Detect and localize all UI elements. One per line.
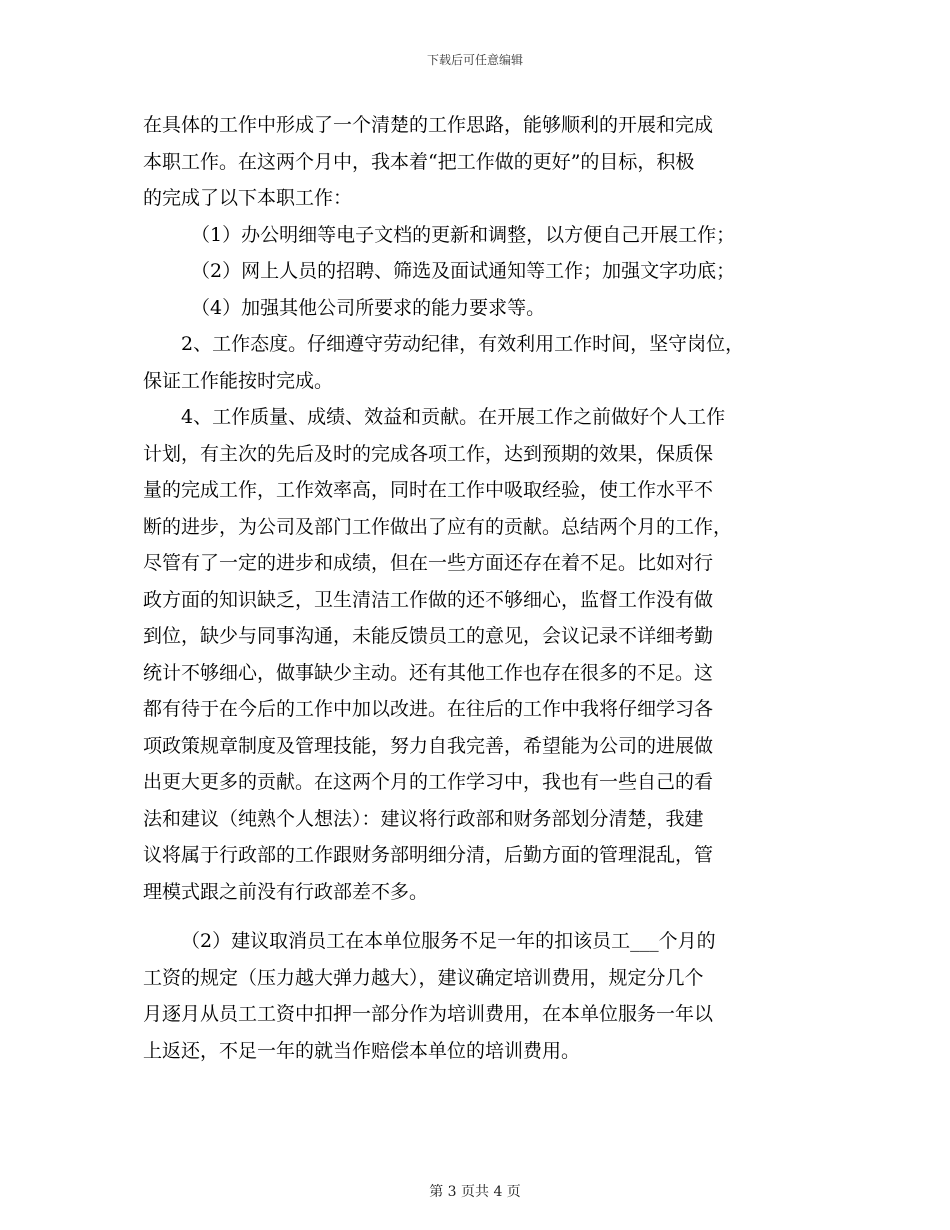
body-line: 在具体的工作中形成了一个清楚的工作思路，能够顺利的开展和完成 (143, 114, 714, 136)
body-line: 尽管有了一定的进步和成绩，但在一些方面还存在着不足。比如对行 (143, 552, 714, 574)
paragraph-start: 4、工作质量、成绩、效益和贡献。在开展工作之前做好个人工作 (181, 406, 726, 428)
body-line: 断的进步，为公司及部门工作做出了应有的贡献。总结两个月的工作， (143, 515, 733, 538)
body-line: 本职工作。在这两个月中，我本着“把工作做的更好”的目标，积极 (143, 150, 695, 173)
document-body (143, 107, 815, 1069)
body-line: 计划，有主次的先后及时的完成各项工作，达到预期的效果，保质保 (143, 442, 714, 465)
list-item: （2）网上人员的招聘、筛选及面试通知等工作；加强文字功底； (191, 260, 736, 282)
body-line: 统计不够细心，做事缺少主动。还有其他工作也存在很多的不足。这 (143, 661, 714, 684)
body-line: 都有待于在今后的工作中加以改进。在往后的工作中我将仔细学习各 (143, 698, 714, 720)
body-line: 理模式跟之前没有行政部差不多。 (143, 880, 429, 903)
body-line: 上返还，不足一年的就当作赔偿本单位的培训费用。 (143, 1039, 581, 1062)
paragraph-start: 2、工作态度。仔细遵守劳动纪律，有效利用工作时间，坚守岗位， (181, 333, 745, 355)
body-line: 政方面的知识缺乏，卫生清洁工作做的还不够细心，监督工作没有做 (143, 588, 714, 611)
list-item: （4）加强其他公司所要求的能力要求等。 (191, 296, 546, 319)
paragraph-gap (143, 910, 815, 923)
body-line: 法和建议（纯熟个人想法）：建议将行政部和财务部划分清楚，我建 (143, 807, 704, 830)
page-header: 下载后可任意编辑 (426, 53, 523, 67)
body-line: 项政策规章制度及管理技能，努力自我完善，希望能为公司的进展做 (143, 734, 714, 757)
paragraph-start: （2）建议取消员工在本单位服务不足一年的扣该员工___个月的 (181, 930, 716, 952)
body-line: 量的完成工作，工作效率高，同时在工作中吸取经验，使工作水平不 (143, 479, 714, 501)
body-line: 议将属于行政部的工作跟财务部明细分清，后勤方面的管理混乱，管 (143, 844, 714, 866)
body-line: 工资的规定（压力越大弹力越大），建议确定培训费用，规定分几个 (143, 966, 704, 989)
list-item: （1）办公明细等电子文档的更新和调整，以方便自己开展工作； (191, 223, 736, 246)
page-footer: 第 3 页共 4 页 (429, 1184, 521, 1200)
body-line: 到位，缺少与同事沟通，未能反馈员工的意见，会议记录不详细考勤 (143, 625, 714, 647)
body-line: 保证工作能按时完成。 (143, 369, 334, 392)
body-line: 的完成了以下本职工作： (143, 187, 353, 209)
body-line: 月逐月从员工工资中扣押一部分作为培训费用，在本单位服务一年以 (143, 1003, 714, 1025)
body-line: 出更大更多的贡献。在这两个月的工作学习中，我也有一些自己的看 (143, 771, 714, 793)
